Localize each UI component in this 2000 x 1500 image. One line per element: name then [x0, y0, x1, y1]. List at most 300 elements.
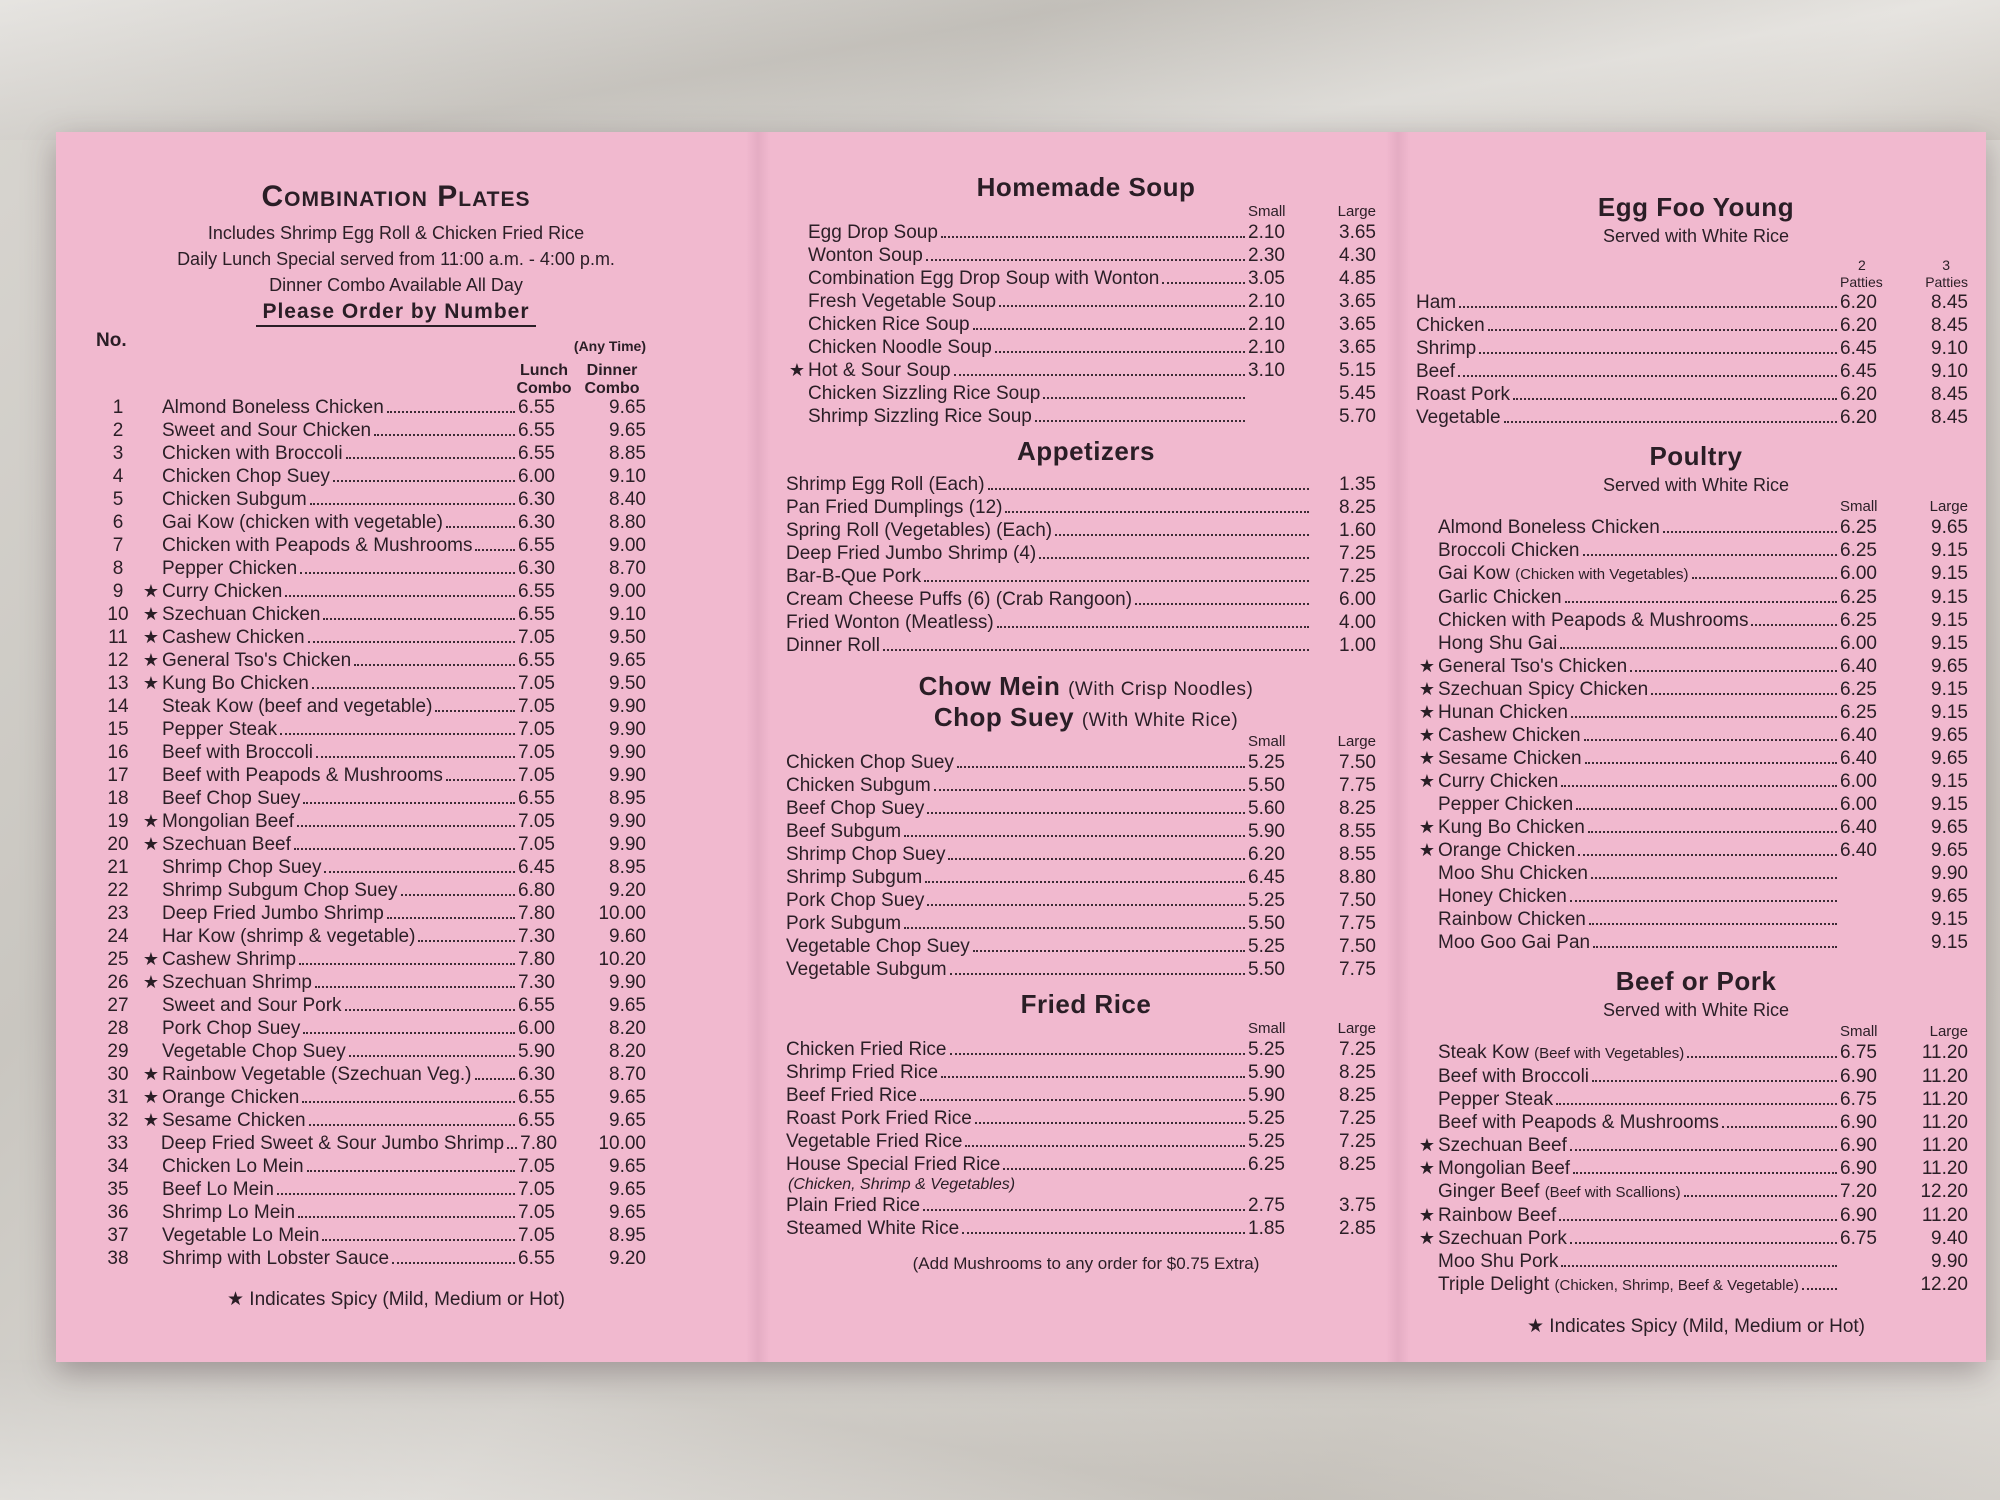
- item-name: [1438, 1250, 1558, 1273]
- item-number: 31: [107, 1087, 129, 1108]
- price-2: 8.85: [609, 443, 646, 464]
- price-2: 9.15: [1931, 794, 1968, 815]
- two-label: 2: [1858, 257, 1866, 273]
- item-name: [162, 1040, 346, 1063]
- leader-dots: [392, 1262, 515, 1264]
- item-name: [162, 511, 443, 534]
- spicy-star-icon: ★: [142, 627, 160, 647]
- item-name-text: Cashew Chicken: [162, 627, 305, 648]
- item-name-text: Garlic Chicken: [1438, 587, 1562, 608]
- item-name-text: Deep Fried Sweet & Sour Jumbo Shrimp: [160, 1133, 505, 1154]
- menu-item-row: [1416, 632, 1968, 655]
- price-1: 6.90: [1840, 1066, 1877, 1087]
- item-name-text: Har Kow (shrimp & vegetable): [162, 926, 416, 947]
- item-name-text: Steak Kow (beef and vegetable): [162, 696, 433, 717]
- price-1: 2.75: [1248, 1195, 1285, 1216]
- leader-dots: [954, 374, 1245, 376]
- price-2: 8.95: [609, 1225, 646, 1246]
- item-name: [786, 1217, 959, 1240]
- price-2: 9.60: [609, 926, 646, 947]
- price-2: 8.25: [1339, 1062, 1376, 1083]
- item-name: [1438, 862, 1588, 885]
- menu-item-row: [786, 1194, 1376, 1217]
- item-name-text: Vegetable Lo Mein: [162, 1225, 320, 1246]
- spicy-star-icon: ★: [142, 1064, 160, 1084]
- leader-dots: [507, 1147, 517, 1149]
- item-name: [786, 1084, 917, 1107]
- menu-item-row: [96, 1063, 646, 1086]
- spicy-star-icon: ★: [142, 650, 160, 670]
- menu-item-row: [786, 611, 1376, 634]
- item-name: [1438, 1065, 1589, 1088]
- item-number: 17: [107, 765, 129, 786]
- item-name: [1438, 516, 1660, 539]
- item-number: 26: [107, 972, 129, 993]
- item-note: (Beef with Vegetables): [1534, 1045, 1685, 1062]
- price-2: 9.90: [1931, 1251, 1968, 1272]
- item-name: [1438, 747, 1582, 770]
- item-name-text: Gai Kow (chicken with vegetable): [162, 512, 443, 533]
- item-name-text: Chicken Subgum: [162, 489, 307, 510]
- item-name: [162, 1017, 300, 1040]
- price-1: 6.55: [518, 650, 555, 671]
- item-number: 9: [112, 581, 124, 602]
- price-1: 6.45: [518, 857, 555, 878]
- item-name: [162, 925, 415, 948]
- item-number: 12: [107, 650, 129, 671]
- menu-item-row: [786, 542, 1376, 565]
- price-2: 9.50: [609, 673, 646, 694]
- menu-item-row: [1416, 839, 1968, 862]
- menu-item-row: [1416, 1204, 1968, 1227]
- item-name-text: Kung Bo Chicken: [162, 673, 309, 694]
- menu-item-row: [1416, 1088, 1968, 1111]
- price-2: 9.65: [609, 397, 646, 418]
- price-2: 9.65: [609, 420, 646, 441]
- price-1: 7.05: [518, 1202, 555, 1223]
- item-name-text: Pepper Chicken: [1438, 794, 1574, 815]
- menu-item-row: [786, 244, 1376, 267]
- item-name-text: Chicken with Peapods & Mushrooms: [162, 535, 473, 556]
- price-2: 9.10: [1931, 361, 1968, 382]
- menu-item-row: [96, 1086, 646, 1109]
- item-name: [786, 797, 924, 820]
- spicy-star-icon: ★: [1418, 748, 1436, 768]
- item-name-text: Cashew Shrimp: [162, 949, 297, 970]
- patties-label-1: Patties: [1840, 274, 1883, 290]
- item-name: [162, 833, 291, 856]
- menu-item-row: [786, 958, 1376, 981]
- menu-item-row: [96, 672, 646, 695]
- menu-item-row: [786, 359, 1376, 382]
- menu-item-row: [96, 695, 646, 718]
- price-2: 8.40: [609, 489, 646, 510]
- poultry-col-head: [1416, 498, 1976, 516]
- item-name: [162, 902, 384, 925]
- leader-dots: [280, 733, 515, 735]
- leader-dots: [387, 411, 515, 413]
- mushroom-footnote: (Add Mushrooms to any order for $0.75 Extra): [912, 1254, 1260, 1273]
- price-2: 9.65: [1931, 656, 1968, 677]
- price: 7.25: [1339, 543, 1376, 564]
- spicy-star-icon: ★: [788, 360, 806, 380]
- item-name-text: Wonton Soup: [808, 245, 923, 266]
- leader-dots: [316, 756, 515, 758]
- leader-dots: [387, 917, 515, 919]
- price-2: 8.45: [1931, 292, 1968, 313]
- item-name-text: Szechuan Beef: [162, 834, 291, 855]
- leader-dots: [1565, 601, 1837, 603]
- price-1: 6.75: [1840, 1228, 1877, 1249]
- price-2: 11.20: [1921, 1042, 1968, 1063]
- leader-dots: [1573, 1172, 1837, 1174]
- leader-dots: [973, 950, 1245, 952]
- fr-small-label: Small: [1248, 1020, 1286, 1037]
- item-name: [162, 465, 330, 488]
- menu-item-row: [96, 649, 646, 672]
- price-1: 3.05: [1248, 268, 1285, 289]
- menu-item-row: [786, 1084, 1376, 1107]
- leader-dots: [1035, 420, 1245, 422]
- price: 4.00: [1339, 612, 1376, 633]
- combination-list: [96, 396, 696, 1270]
- item-name-text: Curry Chicken: [1438, 771, 1559, 792]
- menu-item-row: [786, 473, 1376, 496]
- price-1: 5.25: [1248, 1131, 1285, 1152]
- price-1: 7.05: [518, 742, 555, 763]
- menu-item-row: [96, 580, 646, 603]
- panel-soup-appetizers: [786, 132, 1386, 1362]
- item-number: 37: [107, 1225, 129, 1246]
- chop-suey-note: (With White Rice): [1081, 710, 1239, 731]
- price-2: 12.20: [1920, 1274, 1968, 1295]
- chow-small-label: Small: [1248, 733, 1286, 750]
- price: 1.00: [1339, 635, 1376, 656]
- leader-dots: [924, 580, 1309, 582]
- menu-item-row: [1416, 586, 1968, 609]
- item-name: [162, 971, 312, 994]
- leader-dots: [1055, 534, 1309, 536]
- item-name-text: Ham: [1416, 292, 1457, 313]
- item-name: [786, 1194, 920, 1217]
- item-name-text: Moo Goo Gai Pan: [1438, 932, 1591, 953]
- item-name: [808, 313, 970, 336]
- menu-item-row: [1416, 1227, 1968, 1250]
- item-name: [1438, 1180, 1681, 1204]
- item-name: [1416, 406, 1501, 429]
- price-1: 5.50: [1248, 959, 1285, 980]
- price-2: 9.15: [1931, 909, 1968, 930]
- two-patties-label: [1840, 257, 1904, 291]
- leader-dots: [1630, 670, 1837, 672]
- leader-dots: [1513, 398, 1837, 400]
- item-name-text: Ginger Beef: [1438, 1181, 1540, 1202]
- price-2: 9.50: [609, 627, 646, 648]
- poultry-large-label: Large: [1929, 498, 1968, 515]
- leader-dots: [962, 1232, 1245, 1234]
- spicy-star-icon: ★: [1418, 817, 1436, 837]
- item-name-text: Steamed White Rice: [786, 1218, 960, 1239]
- item-name-text: Beef Chop Suey: [786, 798, 925, 819]
- leader-dots: [1651, 693, 1837, 695]
- item-name-text: Beef Chop Suey: [162, 788, 301, 809]
- item-name: [162, 1178, 274, 1201]
- item-name: [1438, 678, 1648, 701]
- item-number: 11: [108, 627, 128, 648]
- spicy-legend-left: ★ Indicates Spicy (Mild, Medium or Hot): [226, 1289, 566, 1310]
- item-name: [1438, 632, 1557, 655]
- item-number: 24: [107, 926, 129, 947]
- item-number: 8: [112, 558, 124, 579]
- spicy-star-icon: ★: [1418, 702, 1436, 722]
- menu-item-row: [96, 511, 646, 534]
- menu-item-row: [1416, 562, 1968, 586]
- item-number: 28: [107, 1018, 129, 1039]
- leader-dots: [950, 1053, 1246, 1055]
- item-name-text: Shrimp Subgum: [786, 867, 923, 888]
- leader-dots: [1588, 831, 1837, 833]
- price-2: 11.20: [1921, 1112, 1968, 1133]
- price-2: 9.90: [1931, 863, 1968, 884]
- price-2: 8.25: [1339, 1154, 1376, 1175]
- item-name-text: Vegetable Subgum: [786, 959, 947, 980]
- appetizers-list: [786, 473, 1386, 657]
- item-name-text: Beef with Broccoli: [1438, 1066, 1590, 1087]
- item-name: [1438, 562, 1689, 586]
- item-name-text: Cashew Chicken: [1438, 725, 1581, 746]
- menu-item-row: [786, 1061, 1376, 1084]
- item-name-text: Chicken with Broccoli: [162, 443, 343, 464]
- egg-foo-young-subtitle: Served with White Rice: [1602, 226, 1790, 246]
- spicy-star-icon: ★: [1418, 1135, 1436, 1155]
- item-name-text: Deep Fried Jumbo Shrimp: [162, 903, 384, 924]
- price-2: 8.80: [1339, 867, 1376, 888]
- price-2: 9.15: [1931, 540, 1968, 561]
- price-1: 6.80: [518, 880, 555, 901]
- item-name: [1438, 1111, 1719, 1134]
- price-2: 9.65: [609, 1202, 646, 1223]
- menu-item-row: [96, 741, 646, 764]
- price-1: 6.55: [518, 420, 555, 441]
- soup-list: [786, 221, 1386, 428]
- menu-item-row: [1416, 1134, 1968, 1157]
- menu-item-row: [786, 588, 1376, 611]
- price-2: 9.65: [1931, 725, 1968, 746]
- price-1: 6.55: [518, 788, 555, 809]
- leader-dots: [1504, 421, 1837, 423]
- menu-item-row: [1416, 314, 1968, 337]
- menu-item-row: [96, 1224, 646, 1247]
- price-2: 9.65: [1931, 840, 1968, 861]
- price-1: 6.00: [1840, 771, 1877, 792]
- price-2: 7.25: [1339, 1039, 1376, 1060]
- spicy-star-icon: ★: [142, 949, 160, 969]
- item-name-text: Mongolian Beef: [1438, 1158, 1571, 1179]
- leader-dots: [988, 488, 1309, 490]
- lunch-combo-label: Lunch Combo: [516, 362, 572, 397]
- price-1: 5.90: [1248, 1085, 1285, 1106]
- bp-small-label: Small: [1840, 1023, 1878, 1040]
- menu-item-row: [1416, 816, 1968, 839]
- leader-dots: [446, 526, 515, 528]
- leader-dots: [1561, 785, 1837, 787]
- fr-large-label: Large: [1337, 1020, 1376, 1037]
- spicy-star-icon: ★: [1418, 840, 1436, 860]
- price-1: 6.55: [518, 397, 555, 418]
- item-name: [1438, 724, 1581, 747]
- item-name-text: Roast Pork Fried Rice: [786, 1108, 972, 1129]
- menu-item-row: [96, 557, 646, 580]
- leader-dots: [997, 626, 1309, 628]
- item-name-text: Sweet and Sour Chicken: [162, 420, 372, 441]
- leader-dots: [1576, 808, 1837, 810]
- price-1: 5.25: [1248, 936, 1285, 957]
- item-name: [162, 626, 305, 649]
- leader-dots: [1005, 511, 1309, 513]
- price-2: 9.90: [609, 742, 646, 763]
- item-name: [786, 820, 901, 843]
- price-2: 7.75: [1339, 959, 1376, 980]
- price-2: 9.65: [609, 1087, 646, 1108]
- combination-line1: Includes Shrimp Egg Roll & Chicken Fried Rice: [207, 223, 585, 243]
- item-name: Dinner Roll: [786, 635, 880, 656]
- price-1: 2.10: [1248, 314, 1285, 335]
- price-2: 3.65: [1339, 291, 1376, 312]
- price-1: 6.40: [1840, 725, 1877, 746]
- poultry-title: Poultry: [1649, 441, 1743, 471]
- item-name: [1416, 360, 1455, 383]
- price-1: 6.90: [1840, 1158, 1877, 1179]
- price-1: 6.30: [518, 512, 555, 533]
- item-name-text: Orange Chicken: [162, 1087, 300, 1108]
- spicy-star-icon: ★: [142, 811, 160, 831]
- leader-dots: [435, 710, 515, 712]
- menu-item-row: [96, 948, 646, 971]
- leader-dots: [401, 894, 515, 896]
- price-1: 6.00: [518, 1018, 555, 1039]
- menu-item-row: [96, 879, 646, 902]
- price-2: 9.65: [609, 995, 646, 1016]
- menu-item-row: [786, 290, 1376, 313]
- price-1: 5.25: [1248, 1108, 1285, 1129]
- leader-dots: [310, 503, 515, 505]
- menu-item-row: [1416, 655, 1968, 678]
- item-name-text: Beef Fried Rice: [786, 1085, 917, 1106]
- leader-dots: [303, 802, 515, 804]
- leader-dots: [1570, 1149, 1837, 1151]
- item-name-text: Sweet and Sour Pork: [162, 995, 342, 1016]
- menu-item-row: [96, 419, 646, 442]
- item-name-text: Fresh Vegetable Soup: [808, 291, 997, 312]
- menu-item-row: [786, 405, 1376, 428]
- chop-suey-heading: [786, 702, 1386, 733]
- item-name: [1416, 383, 1510, 406]
- price-1: 7.05: [518, 811, 555, 832]
- price-1: 7.80: [520, 1133, 558, 1154]
- item-name: [786, 958, 947, 981]
- price-1: 7.05: [518, 719, 555, 740]
- item-name-text: Chicken Noodle Soup: [808, 337, 992, 358]
- leader-dots: [965, 1145, 1245, 1147]
- price-2: 9.00: [609, 581, 646, 602]
- item-name: [786, 866, 922, 889]
- leader-dots: [475, 1078, 516, 1080]
- menu-item-row: [786, 1153, 1376, 1176]
- price-1: 6.00: [1840, 794, 1877, 815]
- leader-dots: [1802, 1288, 1837, 1290]
- price-2: 9.20: [609, 880, 646, 901]
- item-name: [162, 994, 342, 1017]
- item-name-text: Rainbow Vegetable (Szechuan Veg.): [162, 1064, 472, 1085]
- leader-dots: [941, 1076, 1245, 1078]
- no-label: No.: [96, 330, 127, 351]
- leader-dots: [1592, 1080, 1837, 1082]
- price-1: 6.55: [518, 443, 555, 464]
- spicy-star-icon: ★: [1418, 656, 1436, 676]
- item-name-text: Hot & Sour Soup: [808, 360, 951, 381]
- price-2: 9.20: [609, 1248, 646, 1269]
- item-name: [162, 1109, 306, 1132]
- panel-entrees: [1416, 132, 1976, 1362]
- price-1: 6.25: [1840, 540, 1877, 561]
- item-number: 18: [107, 788, 129, 809]
- price-2: 8.25: [1339, 1085, 1376, 1106]
- item-name: [162, 534, 472, 557]
- leader-dots: [302, 1101, 515, 1103]
- price-1: 7.05: [518, 673, 555, 694]
- menu-item-row: [786, 336, 1376, 359]
- leader-dots: [303, 1032, 515, 1034]
- item-name: Spring Roll (Vegetables) (Each): [786, 520, 1053, 541]
- leader-dots: [1570, 900, 1837, 902]
- any-time-label: (Any Time): [573, 338, 646, 354]
- price-2: 9.40: [1931, 1228, 1968, 1249]
- price-1: 2.10: [1248, 222, 1285, 243]
- item-name: [161, 1132, 504, 1155]
- item-name-text: Shrimp Subgum Chop Suey: [162, 880, 398, 901]
- leader-dots: [1751, 624, 1837, 626]
- price-2: 9.90: [609, 719, 646, 740]
- item-name-text: Shrimp Lo Mein: [162, 1202, 296, 1223]
- menu-item-row: [786, 797, 1376, 820]
- menu-item-row: [786, 751, 1376, 774]
- menu-item-row: [1416, 360, 1968, 383]
- price-1: 6.20: [1840, 407, 1877, 428]
- leader-dots: [1560, 647, 1837, 649]
- item-name: [1438, 816, 1585, 839]
- price-1: 6.45: [1840, 338, 1877, 359]
- soup-large-label: Large: [1337, 203, 1376, 220]
- menu-item-row: [96, 1132, 646, 1155]
- menu-item-row: [96, 925, 646, 948]
- price-2: 8.55: [1339, 821, 1376, 842]
- price-2: 11.20: [1921, 1158, 1968, 1179]
- item-name-text: Beef with Peapods & Mushrooms: [162, 765, 443, 786]
- menu-item-row: [1416, 908, 1968, 931]
- fold-left: [746, 132, 770, 1362]
- price-2: 9.10: [609, 604, 646, 625]
- menu-item-row: [96, 1040, 646, 1063]
- item-name-text: Chicken: [1416, 315, 1485, 336]
- leader-dots: [1584, 739, 1837, 741]
- item-name: [1438, 655, 1627, 678]
- price-2: 8.20: [609, 1041, 646, 1062]
- menu-item-row: [96, 810, 646, 833]
- leader-dots: [1663, 531, 1837, 533]
- price-2: 5.70: [1339, 406, 1376, 427]
- price-1: 7.05: [518, 1179, 555, 1200]
- price-1: 6.45: [1840, 361, 1877, 382]
